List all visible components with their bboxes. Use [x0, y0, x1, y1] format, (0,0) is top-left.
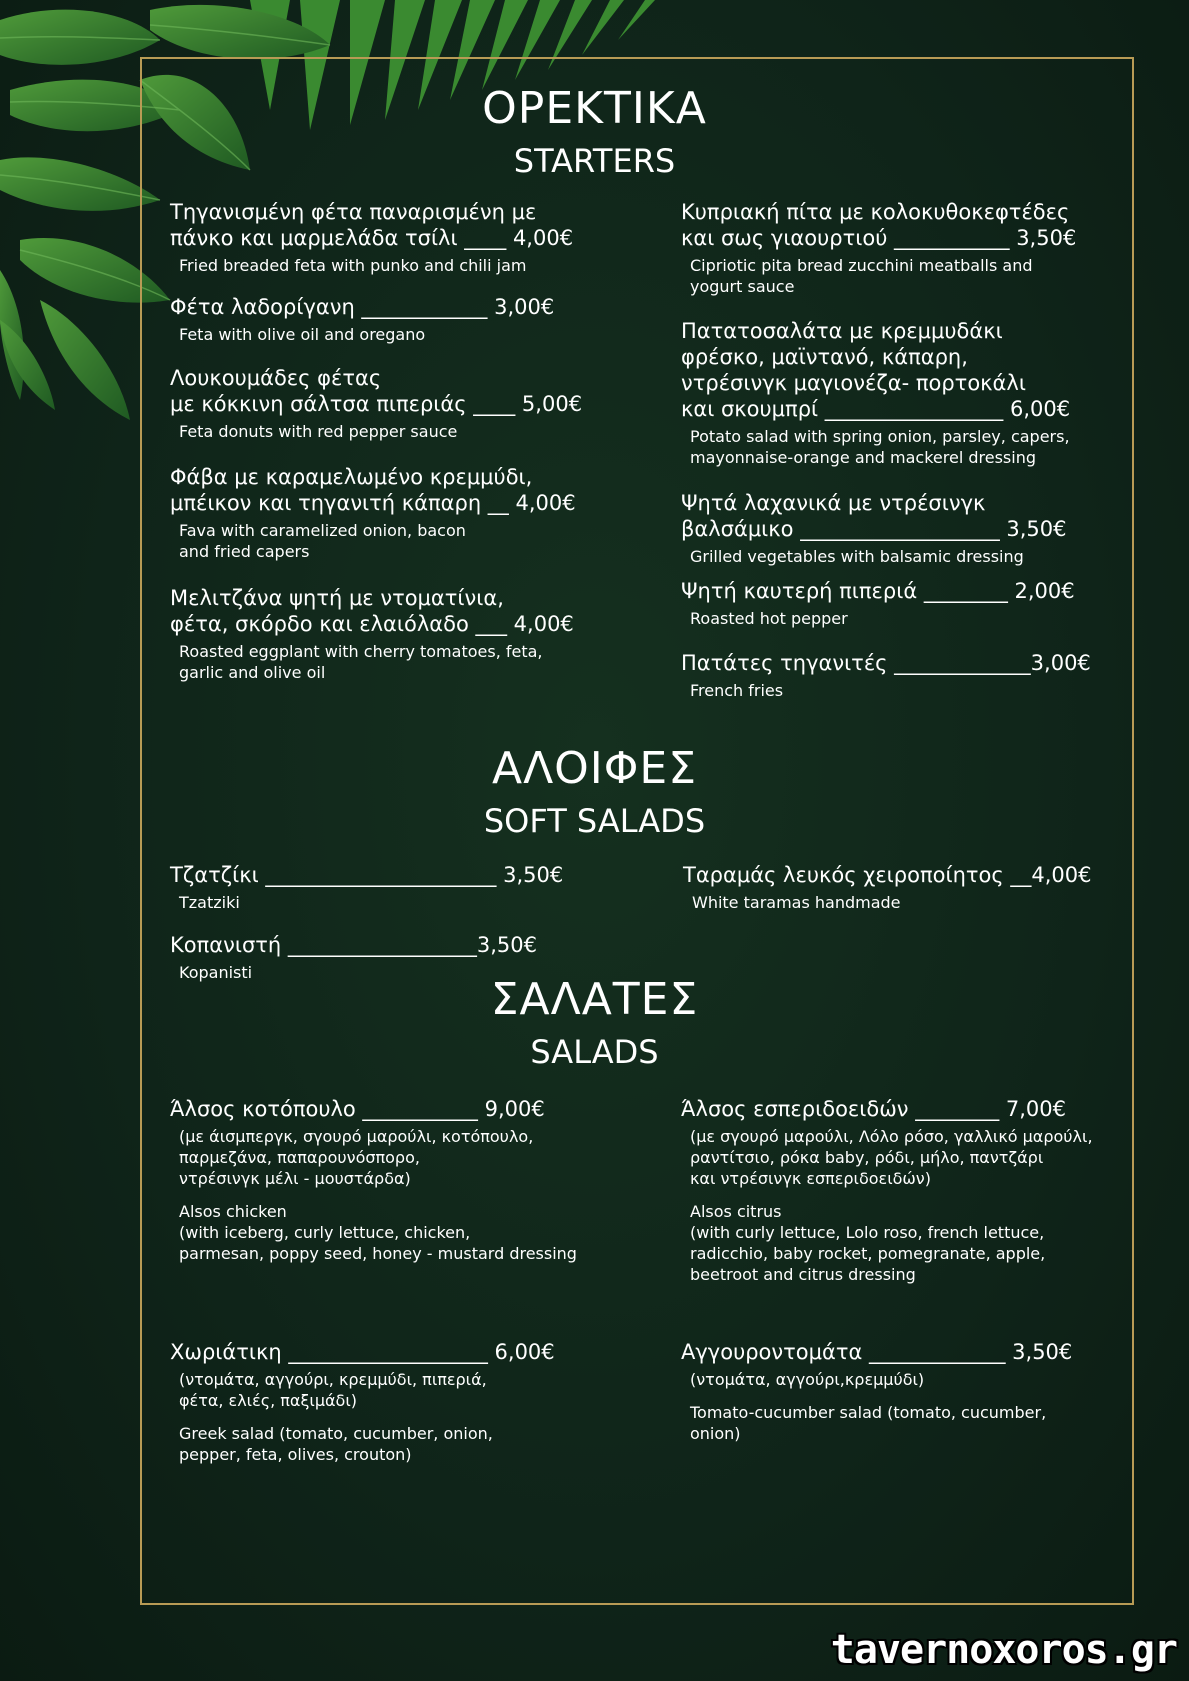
- item-description: Grilled vegetables with balsamic dressing: [690, 547, 1024, 566]
- menu-item: [681, 490, 1121, 567]
- menu-item: [681, 318, 1121, 468]
- item-name: Άλσος εσπεριδοειδών ________ 7,00€: [681, 1097, 1067, 1121]
- item-description: Roasted hot pepper: [690, 609, 848, 628]
- salads-subtitle: SALADS: [530, 1033, 659, 1071]
- menu-item: [170, 199, 610, 276]
- item-description-english: Alsos citrus (with curly lettuce, Lolo roso, french lettuce, radicchio, baby rocket, pomegranate, apple, beetroot and citrus dressing: [690, 1202, 1046, 1284]
- item-description: (με σγουρό μαρούλι, Λόλο ρόσο, γαλλικό μαρούλι, ραντίτσιο, ρόκα baby, ρόδι, μήλο, παντζάρι και ντρέσινγκ εσπεριδοειδών): [690, 1127, 1093, 1188]
- item-name: Άλσος κοτόπουλο ___________ 9,00€: [170, 1097, 545, 1121]
- menu-item: [170, 365, 610, 442]
- item-description: (ντομάτα, αγγούρι,κρεμμύδι): [690, 1370, 925, 1389]
- item-name: Φάβα με καραμελωμένο κρεμμύδι, μπέικον και τηγανιτή κάπαρη __ 4,00€: [170, 465, 576, 515]
- item-description: Kopanisti: [179, 963, 253, 982]
- item-name: Αγγουροντομάτα _____________ 3,50€: [681, 1340, 1073, 1364]
- starters-title: ΟΡΕΚΤΙΚΑ: [482, 83, 707, 134]
- item-name: Φέτα λαδορίγανη ____________ 3,00€: [170, 295, 555, 319]
- item-name: Πατατοσαλάτα με κρεμμυδάκι φρέσκο, μαϊντανό, κάπαρη, ντρέσινγκ μαγιονέζα- πορτοκάλι και σκουμπρί _________________ 6,00€: [681, 319, 1071, 421]
- item-description: Potato salad with spring onion, parsley, capers, mayonnaise-orange and mackerel dressing: [690, 427, 1070, 467]
- item-description: Feta with olive oil and oregano: [179, 325, 426, 344]
- item-description: French fries: [690, 681, 784, 700]
- item-name: Χωριάτικη ___________________ 6,00€: [170, 1340, 555, 1364]
- item-description: (με άισμπεργκ, σγουρό μαρούλι, κοτόπουλο, παρμεζάνα, παπαρουνόσπορο, ντρέσινγκ μέλι - μουστάρδα): [179, 1127, 534, 1188]
- item-name: Λουκουμάδες φέτας με κόκκινη σάλτσα πιπεριάς ____ 5,00€: [170, 366, 583, 416]
- menu-item: [170, 1096, 610, 1264]
- item-name: Κυπριακή πίτα με κολοκυθοκεφτέδες και σως γιαουρτιού ___________ 3,50€: [681, 200, 1077, 250]
- item-description: Fava with caramelized onion, bacon and fried capers: [179, 521, 466, 561]
- item-name: Ψητά λαχανικά με ντρέσινγκ βαλσάμικο ___________________ 3,50€: [681, 491, 1067, 541]
- menu-item: [170, 585, 610, 683]
- menu-item: [681, 1096, 1141, 1285]
- item-name: Πατάτες τηγανιτές _____________3,00€: [681, 651, 1091, 675]
- item-description: Fried breaded feta with punko and chili jam: [179, 256, 527, 275]
- menu-item: [681, 199, 1121, 297]
- item-description-english: Alsos chicken (with iceberg, curly lettuce, chicken, parmesan, poppy seed, honey - mustard dressing: [179, 1202, 577, 1263]
- menu-item: [170, 464, 610, 562]
- salads-title: ΣΑΛΑΤΕΣ: [490, 974, 699, 1025]
- menu-item: [681, 1339, 1121, 1444]
- item-name: Ψητή καυτερή πιπεριά ________ 2,00€: [681, 579, 1075, 603]
- watermark-logo: tavernoxoros.gr: [830, 1627, 1177, 1673]
- item-description-english: Greek salad (tomato, cucumber, onion, pepper, feta, olives, crouton): [179, 1424, 493, 1464]
- item-description: White taramas handmade: [692, 893, 901, 912]
- menu-item: [170, 862, 610, 913]
- item-name: Μελιτζάνα ψητή με ντοματίνια, φέτα, σκόρδο και ελαιόλαδο ___ 4,00€: [170, 586, 574, 636]
- menu-item: [683, 862, 1123, 913]
- starters-subtitle: STARTERS: [513, 142, 676, 180]
- item-description-english: Tomato-cucumber salad (tomato, cucumber, onion): [690, 1403, 1047, 1443]
- item-description: Roasted eggplant with cherry tomatoes, feta, garlic and olive oil: [179, 642, 543, 682]
- item-description: (ντομάτα, αγγούρι, κρεμμύδι, πιπεριά, φέτα, ελιές, παξιμάδι): [179, 1370, 487, 1410]
- item-description: Feta donuts with red pepper sauce: [179, 422, 458, 441]
- soft-salads-title: ΑΛΟΙΦΕΣ: [491, 743, 698, 794]
- menu-item: [681, 650, 1121, 701]
- item-name: Τζατζίκι ______________________ 3,50€: [170, 863, 564, 887]
- item-name: Ταραμάς λευκός χειροποίητος __4,00€: [683, 863, 1092, 887]
- menu-item: [170, 1339, 610, 1465]
- menu-item: [170, 294, 610, 345]
- menu-item: [681, 578, 1121, 629]
- item-name: Τηγανισμένη φέτα παναρισμένη με πάνκο και μαρμελάδα τσίλι ____ 4,00€: [170, 200, 574, 250]
- soft-salads-subtitle: SOFT SALADS: [483, 802, 706, 840]
- item-description: Tzatziki: [179, 893, 240, 912]
- item-description: Cipriotic pita bread zucchini meatballs and yogurt sauce: [690, 256, 1033, 296]
- item-name: Κοπανιστή __________________3,50€: [170, 933, 537, 957]
